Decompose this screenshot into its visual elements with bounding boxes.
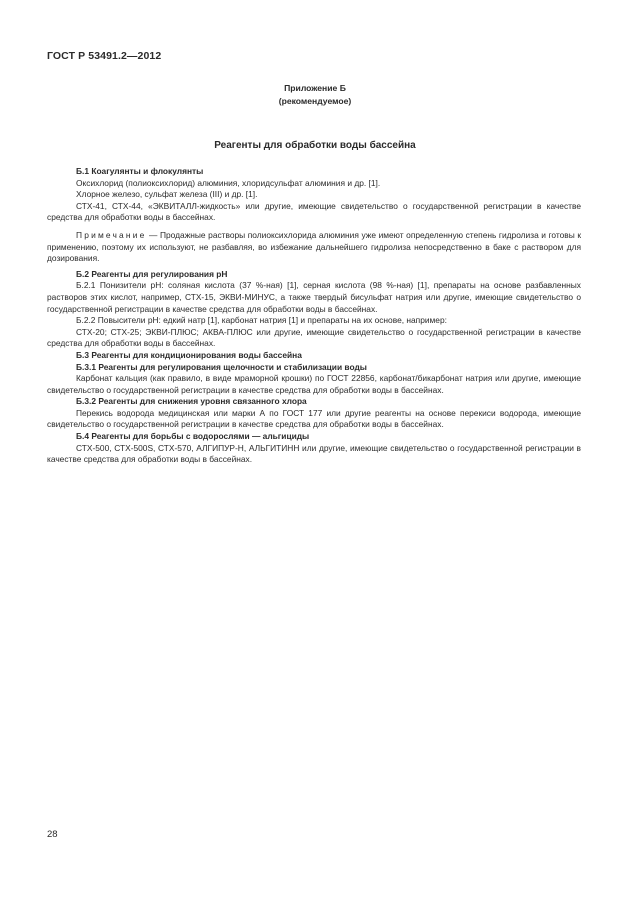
document-body: [47, 166, 581, 466]
paragraph-b2-2-b: СТХ-20; СТХ-25; ЭКВИ-ПЛЮС; АКВА-ПЛЮС или другие, имеющие свидетельство о государственной регистрации в качестве средства для обработки воды в бассейнах.: [47, 326, 581, 349]
appendix-heading: [0, 82, 630, 107]
note-label: Примечание: [76, 229, 147, 240]
section-heading-b3: Б.3 Реагенты для кондиционирования воды бассейна: [76, 349, 302, 360]
note-paragraph: [47, 230, 581, 265]
appendix-subtitle: (рекомендуемое): [278, 95, 352, 106]
appendix-title: Приложение Б: [284, 83, 346, 93]
section-heading-b2: Б.2 Реагенты для регулирования рН: [76, 268, 228, 279]
document-title: Реагенты для обработки воды бассейна: [214, 140, 416, 151]
paragraph-b3-1: Карбонат кальция (как правило, в виде мраморной крошки) по ГОСТ 22856, карбонат/бикарбонат натрия или другие, имеющие свидетельство о государственной регистрации в качестве средства для обработки воды в бассейнах.: [47, 373, 581, 395]
standard-header: ГОСТ Р 53491.2—2012: [47, 50, 162, 62]
paragraph-b3-2: Перекись водорода медицинская или марки А по ГОСТ 177 или другие реагенты на основе перекиси водорода, имеющие свидетельство о государственной регистрации в качестве средства для обработки воды в бассейнах.: [47, 407, 581, 430]
paragraph-b1-2: Хлорное железо, сульфат железа (III) и др. [1].: [76, 189, 258, 200]
paragraph-b1-1: Оксихлорид (полиоксихлорид) алюминия, хлоридсульфат алюминия и др. [1].: [76, 177, 381, 188]
section-heading-b3-2: Б.3.2 Реагенты для снижения уровня связанного хлора: [76, 396, 307, 407]
section-heading-b4: Б.4 Реагенты для борьбы с водорослями — альгициды: [76, 431, 310, 442]
paragraph-b1-3: СТХ-41, СТХ-44, «ЭКВИТАЛЛ-жидкость» или другие, имеющие свидетельство о государственной регистрации в качестве средства для обработки воды в бассейнах.: [47, 200, 581, 223]
paragraph-b2-2-a: Б.2.2 Повысители рН: едкий натр [1], карбонат натрия [1] и препараты на их основе, например:: [76, 315, 447, 326]
section-heading-b1: Б.1 Коагулянты и флокулянты: [76, 166, 204, 176]
paragraph-b2-1: Б.2.1 Понизители рН: соляная кислота (37 %-ная) [1], серная кислота (98 %-ная) [1], препараты на основе разбавленных растворов этих кислот, например, СТХ-15, ЭКВИ-МИНУС, а также твердый бисульфат натрия или другие, имеющие свидетельство о государственной регистрации в качестве средства для обработки воды в бассейнах.: [47, 280, 581, 314]
note-text: — Продажные растворы полиоксихлорида алюминия уже имеют определенную степень гидролиза и готовы к применению, поэтому их используют, не разбавляя, во избежание дальнейшего гидролиза непосредственно в баке с раствором для дозирования.: [47, 229, 581, 264]
paragraph-b4: СТХ-500, СТХ-500S, СТХ-570, АЛГИПУР-Н, АЛЬГИТИНН или другие, имеющие свидетельство о государственной регистрации в качестве средства для обработки воды в бассейнах.: [47, 442, 581, 465]
page-number: 28: [47, 829, 58, 840]
section-heading-b3-1: Б.3.1 Реагенты для регулирования щелочности и стабилизации воды: [76, 361, 367, 372]
